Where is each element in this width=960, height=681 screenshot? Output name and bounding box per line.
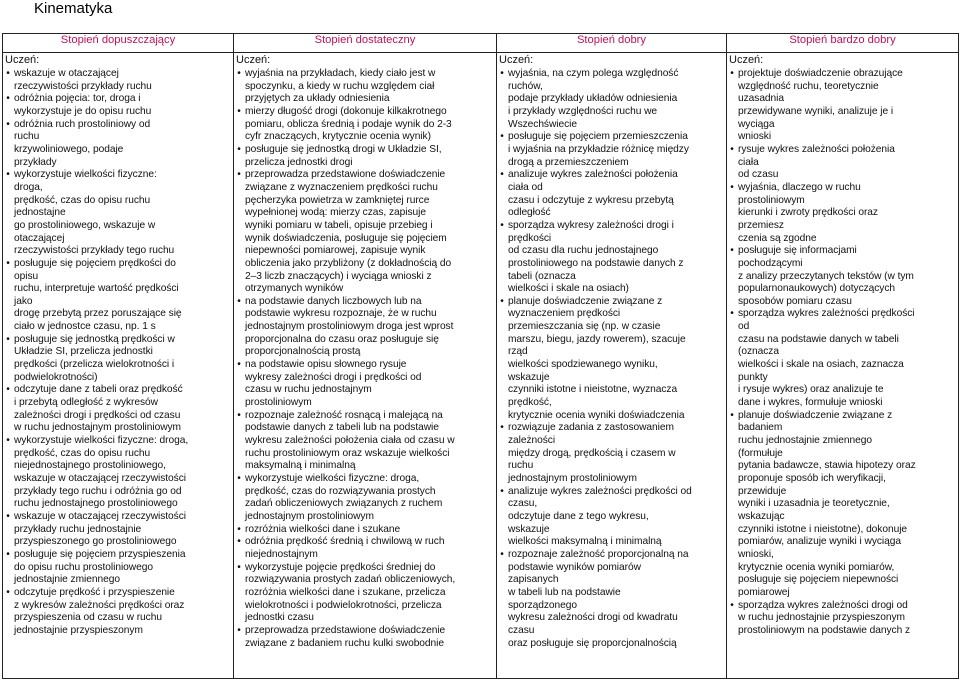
requirement-item-continuation: i przebytą odległość z wykresów (14, 397, 158, 409)
requirement-item-continuation: wykresu zależności położenia ciała od czasu w (245, 435, 455, 447)
requirement-item-continuation: między drogą, prędkością i czasem w (508, 447, 676, 459)
requirement-item: • wskazuje w otaczającej (3, 68, 233, 81)
requirement-item-continuation: wypełnionej wodą: mierzy czas, zapisuje (245, 207, 426, 219)
requirement-item-continuation: przyjętych za układy odniesienia (245, 93, 390, 105)
column-header-dostateczny: Stopień dostateczny (234, 34, 497, 53)
requirement-item-continuation: ruchu, interpretuje wartość prędkości (14, 283, 179, 295)
requirement-item-continuation: ciała (738, 156, 759, 168)
requirement-item: • posługuje się informacjami (727, 245, 958, 258)
student-label: Uczeń: (236, 54, 271, 66)
requirements-list (234, 68, 496, 650)
requirement-item-continuation: przykłady tego ruchu i odróżnia go od (14, 485, 182, 497)
requirement-item: • wskazuje w otaczającej rzeczywistości (3, 511, 233, 524)
requirement-item-continuation: prędkość, czas do opisu ruchu (14, 194, 151, 206)
requirement-item-continuation: obliczenia jako przybliżony (z dokładnością do (245, 257, 452, 269)
requirement-item-continuation: jednostajnym prostoliniowym (508, 473, 637, 484)
requirement-item-continuation: marszu, biegu, jazdy rowerem), szacuje (508, 333, 686, 345)
requirement-item-continuation: tabeli (oznacza (508, 270, 576, 282)
requirement-item-continuation: ruchu jednostajnie zmiennego (738, 435, 872, 447)
requirement-item-continuation: do opisu ruchu prostoliniowego (14, 561, 153, 573)
header-row (3, 34, 959, 53)
requirement-item-continuation: w ruchu jednostajnym prostoliniowym (14, 422, 181, 434)
requirement-item-continuation: droga, (14, 181, 43, 193)
requirement-item-continuation: zapisanych (508, 574, 559, 586)
requirement-item-continuation: jako (14, 295, 33, 307)
requirement-item-continuation: w tabeli lub na podstawie (508, 586, 621, 598)
column-header-dobry: Stopień dobry (497, 34, 727, 53)
requirement-item-continuation: czenia są zgodne (738, 232, 817, 244)
requirement-item: • posługuje się jednostką prędkości w (3, 334, 233, 347)
requirement-item-continuation: odczytuje dane z tego wykresu, (508, 510, 649, 522)
requirement-item-continuation: prędkości (508, 232, 552, 244)
requirement-item: • rozwiązuje zadania z zastosowaniem (497, 422, 726, 435)
requirement-item-continuation: niepewności pomiarowej, zapisuje wynik (245, 245, 426, 257)
requirement-item-continuation: i wyjaśnia na przykładzie różnicę między (508, 143, 689, 155)
requirement-item: • mierzy długość drogi (dokonuje kilkakrotnego (234, 106, 496, 119)
requirement-item: • wykorzystuje pojęcie prędkości średniej do (234, 562, 496, 575)
requirement-item-continuation: opisu (14, 270, 39, 282)
requirement-item: • posługuje się pojęciem przyspieszenia (3, 549, 233, 562)
requirement-item: • wyjaśnia, dlaczego w ruchu (727, 182, 958, 195)
requirement-item-continuation: prędkość, czas do rozwiązywania prostych (245, 485, 436, 497)
requirement-item-continuation: niejednostajnym (245, 548, 318, 560)
requirement-item-continuation: wyniki i uzasadnia je teoretycznie, (738, 498, 890, 510)
requirement-item-continuation: prostoliniowym (245, 397, 312, 409)
requirements-cell-dobry (497, 53, 727, 679)
requirement-item: • rysuje wykres zależności położenia (727, 144, 958, 157)
requirement-item-continuation: i przykłady względności ruchu we (508, 105, 658, 117)
requirement-item-continuation: wnioski (738, 131, 772, 143)
requirement-item-continuation: wyniki pomiaru w tabeli, opisuje przebieg i (245, 219, 433, 231)
requirement-item-continuation: ciało w jednostce czasu, np. 1 s (14, 321, 156, 333)
requirement-item: • analizuje wykres zależności położenia (497, 169, 726, 182)
requirement-item: • rozpoznaje zależność rosnącą i malejącą na (234, 410, 496, 423)
requirement-item-continuation: wskazując (738, 510, 785, 522)
requirement-item-continuation: czasu na podstawie danych w tabeli (738, 333, 899, 345)
requirement-item-continuation: czynniki istotne i nieistotne), dokonuje (738, 523, 908, 535)
requirement-item-continuation: Układzie SI, przelicza jednostki (14, 346, 153, 358)
requirement-item-continuation: cyfr znaczących, krytycznie ocenia wynik) (245, 131, 431, 143)
requirement-item-continuation: posługuje się pojęciem niepewności (738, 574, 899, 586)
requirement-item-continuation: czasu w ruchu jednostajnym (245, 384, 372, 396)
requirement-item-continuation: od (738, 321, 750, 333)
requirement-item-continuation: zależności (508, 435, 556, 447)
requirement-item-continuation: sposobów pomiaru czasu (738, 295, 852, 307)
requirement-item-continuation: popularnonaukowych) dotyczących (738, 283, 896, 295)
requirement-item-continuation: proponuje sposób ich weryfikacji, (738, 473, 886, 484)
requirement-item-continuation: przemiesz (738, 219, 784, 231)
requirement-item-continuation: prostoliniowego na podstawie danych z (508, 257, 684, 269)
requirement-item-continuation: od czasu dla ruchu jednostajnego (508, 245, 659, 257)
requirement-item-continuation: zadań obliczeniowych związanych z ruchem (245, 498, 443, 510)
requirement-item-continuation: pomiaru, oblicza średnią i podaje wynik do 2-3 (245, 118, 452, 130)
requirement-item: • odczytuje prędkość i przyspieszenie (3, 587, 233, 600)
requirement-item-continuation: wykorzystuje je do opisu ruchu (14, 105, 152, 117)
requirement-item-continuation: wielkości i skale na osiach) (508, 283, 629, 295)
requirement-item-continuation: niejednostajnego prostoliniowego, (14, 460, 166, 472)
requirements-cell-dostateczny (234, 53, 497, 679)
requirement-item-continuation: wyznaczeniem prędkości (508, 308, 621, 320)
requirement-item: • planuje doświadczenie związane z (497, 296, 726, 309)
requirement-item: • planuje doświadczenie związane z (727, 410, 958, 423)
requirement-item: • posługuje się pojęciem przemieszczenia (497, 131, 726, 144)
requirement-item-continuation: krzywoliniowego, podaje (14, 143, 124, 155)
requirement-item-continuation: odległość (508, 207, 551, 219)
requirement-item: • posługuje się jednostką drogi w Układzie SI, (234, 144, 496, 157)
requirement-item-continuation: ruchu (508, 460, 534, 472)
requirement-item-continuation: rozwiązywania prostych zadań obliczeniowych, (245, 574, 456, 586)
requirement-item-continuation: zależności drogi i prędkości od czasu (14, 409, 181, 421)
requirement-item-continuation: przyspieszonego go prostoliniowego (14, 536, 177, 548)
requirement-item-continuation: wykresu zależności drogi od kwadratu (508, 612, 678, 624)
requirement-item-continuation: 2–3 liczb znaczących) i wyciąga wnioski z (245, 270, 432, 282)
requirement-item-continuation: jednostajne (14, 207, 66, 219)
requirement-item-continuation: prędkość, (508, 397, 552, 409)
requirement-item-continuation: ruchów, (508, 80, 543, 92)
requirement-item-continuation: wskazuje (508, 371, 550, 383)
requirement-item-continuation: prędkość, czas do opisu ruchu (14, 447, 151, 459)
requirement-item-continuation: podwielokrotności) (14, 371, 98, 383)
requirement-item-continuation: prostoliniowym na podstawie danych z (738, 624, 911, 636)
requirement-item-continuation: jednostajnie przyspieszonym (14, 624, 143, 636)
requirement-item: • odróżnia ruch prostoliniowy od (3, 119, 233, 132)
requirement-item-continuation: wielokrotności i podwielokrotności, przelicza (245, 599, 442, 611)
requirement-item: • wykorzystuje wielkości fizyczne: (3, 169, 233, 182)
requirement-item-continuation: proporcjonalna do czasu oraz posługuje się (245, 333, 439, 345)
requirement-item: • przeprowadza przedstawione doświadczenie (234, 169, 496, 182)
requirement-item-continuation: jednostajnym prostoliniowym (245, 510, 374, 522)
requirement-item-continuation: dane i wykres, formułuje wnioski (738, 397, 883, 409)
requirement-item-continuation: ruchu prostoliniowym oraz wskazuje wielkości (245, 447, 450, 459)
requirement-item-continuation: jednostajnym prostoliniowym droga jest wprost (245, 321, 454, 333)
requirement-item: • wykorzystuje wielkości fizyczne: droga, (3, 435, 233, 448)
requirement-item-continuation: rząd (508, 346, 528, 358)
requirement-item-continuation: uzasadnia (738, 93, 784, 105)
requirement-item-continuation: rzeczywistości przykłady tego ruchu (14, 245, 175, 257)
requirement-item-continuation: (oznacza (738, 346, 779, 358)
requirement-item-continuation: wielkości spodziewanego wyniku, (508, 359, 658, 371)
requirement-item-continuation: maksymalną i minimalną (245, 460, 356, 472)
requirement-item-continuation: oraz posługuje się proporcjonalnością (508, 637, 677, 649)
requirement-item: • rozróżnia wielkości dane i szukane (234, 524, 496, 537)
requirement-item-continuation: przewidywane wyniki, analizuje je i (738, 105, 894, 117)
requirement-item: • wyjaśnia, na czym polega względność (497, 68, 726, 81)
requirement-item-continuation: wielkości i skale na osiach, zaznacza (738, 359, 904, 371)
requirement-item-continuation: przemieszczania się (np. w czasie (508, 321, 661, 333)
requirement-item-continuation: przyspieszenia od czasu w ruchu (14, 612, 162, 624)
requirement-item: • na podstawie danych liczbowych lub na (234, 296, 496, 309)
column-header-dopuszczajacy: Stopień dopuszczający (3, 34, 234, 53)
grading-criteria-table (2, 33, 959, 679)
requirement-item-continuation: przelicza jednostki drogi (245, 156, 353, 168)
column-header-bardzo-dobry: Stopień bardzo dobry (727, 34, 959, 53)
requirement-item-continuation: z wykresów zależności prędkości oraz (14, 599, 185, 611)
requirement-item-continuation: wynik doświadczenia, posługuje się pojęciem (245, 232, 447, 244)
requirement-item-continuation: wykresy zależności drogi i prędkości od (245, 371, 422, 383)
requirement-item-continuation: w ruchu jednostajnie przyspieszonym (738, 612, 905, 624)
requirements-cell-dopuszczajacy (3, 53, 234, 679)
requirement-item-continuation: krytycznie ocenia wyniki pomiarów, (738, 561, 895, 573)
requirement-item-continuation: podstawie wykresu rozpoznaje, że w ruchu (245, 308, 437, 320)
student-label: Uczeń: (5, 54, 40, 66)
requirement-item-continuation: (formułuje (738, 447, 783, 459)
requirement-item-continuation: przykłady (14, 156, 57, 168)
requirement-item: • na podstawie opisu słownego rysuje (234, 359, 496, 372)
requirement-item-continuation: krytycznie ocenia wyniki doświadczenia (508, 409, 685, 421)
requirement-item-continuation: go prostoliniowego, wskazuje w (14, 219, 156, 231)
requirement-item: • odróżnia prędkość średnią i chwilową w ruch (234, 536, 496, 549)
requirement-item-continuation: drogę przebytą przez poruszające się (14, 308, 182, 320)
requirement-item-continuation: drogą a przemieszczeniem (508, 156, 629, 168)
requirement-item-continuation: czasu i odczytuje z wykresu przebytą (508, 194, 674, 206)
requirement-item-continuation: otaczającej (14, 232, 65, 244)
requirement-item-continuation: rozróżnia wielkości dane i szukane, przelicza (245, 586, 446, 598)
requirement-item-continuation: podstawie danych z tabeli lub na podstawie (245, 422, 439, 434)
requirement-item-continuation: wielkości maksymalną i minimalną (508, 536, 662, 548)
requirement-item-continuation: otrzymanych wyników (245, 283, 344, 295)
requirement-item-continuation: czasu, (508, 498, 538, 510)
requirements-list (3, 68, 233, 638)
requirement-item-continuation: związane z badaniem ruchu kulki swobodnie (245, 637, 444, 649)
requirement-item: • wykorzystuje wielkości fizyczne: droga, (234, 473, 496, 486)
requirement-item-continuation: czynniki istotne i nieistotne, wyznacza (508, 384, 678, 396)
requirement-item-continuation: pytania badawcze, stawia hipotezy oraz (738, 460, 916, 472)
requirement-item: • sporządza wykresy zależności drogi i (497, 220, 726, 233)
requirement-item-continuation: wskazuje w otaczającej rzeczywistości (14, 473, 186, 484)
requirement-item-continuation: spoczynku, a kiedy w ruchu względem ciał (245, 80, 435, 92)
requirement-item: • projektuje doświadczenie obrazujące (727, 68, 958, 81)
requirement-item-continuation: jednostajnie zmiennego (14, 574, 120, 586)
requirement-item: • wyjaśnia na przykładach, kiedy ciało jest w (234, 68, 496, 81)
requirement-item-continuation: Wszechświecie (508, 118, 577, 130)
requirement-item-continuation: rzeczywistości przykłady ruchu (14, 80, 152, 92)
student-label: Uczeń: (499, 54, 534, 66)
requirement-item-continuation: przykłady ruchu jednostajnie (14, 523, 142, 535)
requirement-item-continuation: względność ruchu, teoretycznie (738, 80, 879, 92)
student-label: Uczeń: (729, 54, 764, 66)
requirements-list (727, 68, 958, 638)
requirement-item-continuation: związane z wyznaczeniem prędkości ruchu (245, 181, 438, 193)
requirement-item-continuation: i rysuje wykres) oraz analizuje te (738, 384, 884, 396)
requirement-item: • rozpoznaje zależność proporcjonalną na (497, 549, 726, 562)
requirement-item: • analizuje wykres zależności prędkości od (497, 486, 726, 499)
requirement-item-continuation: pomiarowej (738, 586, 790, 598)
requirements-list (497, 68, 726, 650)
requirement-item-continuation: wnioski, (738, 548, 774, 560)
requirement-item-continuation: podstawie wyników pomiarów (508, 561, 641, 573)
requirement-item-continuation: kierunki i zwroty prędkości oraz (738, 207, 878, 219)
requirement-item-continuation: od czasu (738, 169, 779, 181)
requirement-item: • odróżnia pojęcia: tor, droga i (3, 93, 233, 106)
requirement-item-continuation: sporządzonego (508, 599, 578, 611)
requirements-cell-bardzo-dobry (727, 53, 959, 679)
requirement-item-continuation: wyciąga (738, 118, 775, 130)
requirement-item-continuation: pęcherzyka powietrza w zamkniętej rurce (245, 194, 430, 206)
requirement-item-continuation: prędkości (przelicza wielokrotności i (14, 359, 175, 371)
requirement-item-continuation: punkty (738, 371, 768, 383)
requirement-item: • sporządza wykres zależności prędkości (727, 308, 958, 321)
requirement-item-continuation: pochodzącymi (738, 257, 803, 269)
page-title: Kinematyka (34, 0, 113, 17)
requirement-item: • przeprowadza przedstawione doświadczenie (234, 625, 496, 638)
requirement-item-continuation: czasu (508, 624, 535, 636)
requirement-item-continuation: ruchu jednostajnego prostoliniowego (14, 498, 178, 510)
requirement-item-continuation: ruchu (14, 131, 40, 143)
requirement-item-continuation: prostoliniowym (738, 194, 805, 206)
requirement-item: • sporządza wykres zależności drogi od (727, 600, 958, 613)
content-row (3, 53, 959, 679)
requirement-item-continuation: jednostki czasu (245, 612, 314, 624)
requirement-item: • odczytuje dane z tabeli oraz prędkość (3, 384, 233, 397)
requirement-item-continuation: z analizy przeczytanych tekstów (w tym (738, 270, 914, 282)
requirement-item-continuation: ciała od (508, 181, 543, 193)
requirement-item-continuation: pomiarów, analizuje wyniki i wyciąga (738, 536, 901, 548)
requirement-item: • posługuje się pojęciem prędkości do (3, 258, 233, 271)
requirement-item-continuation: przewiduje (738, 485, 787, 497)
requirement-item-continuation: podaje przykłady układów odniesienia (508, 93, 678, 105)
requirement-item-continuation: wskazuje (508, 523, 550, 535)
requirement-item-continuation: proporcjonalnością prostą (245, 346, 361, 358)
requirement-item-continuation: badaniem (738, 422, 783, 434)
